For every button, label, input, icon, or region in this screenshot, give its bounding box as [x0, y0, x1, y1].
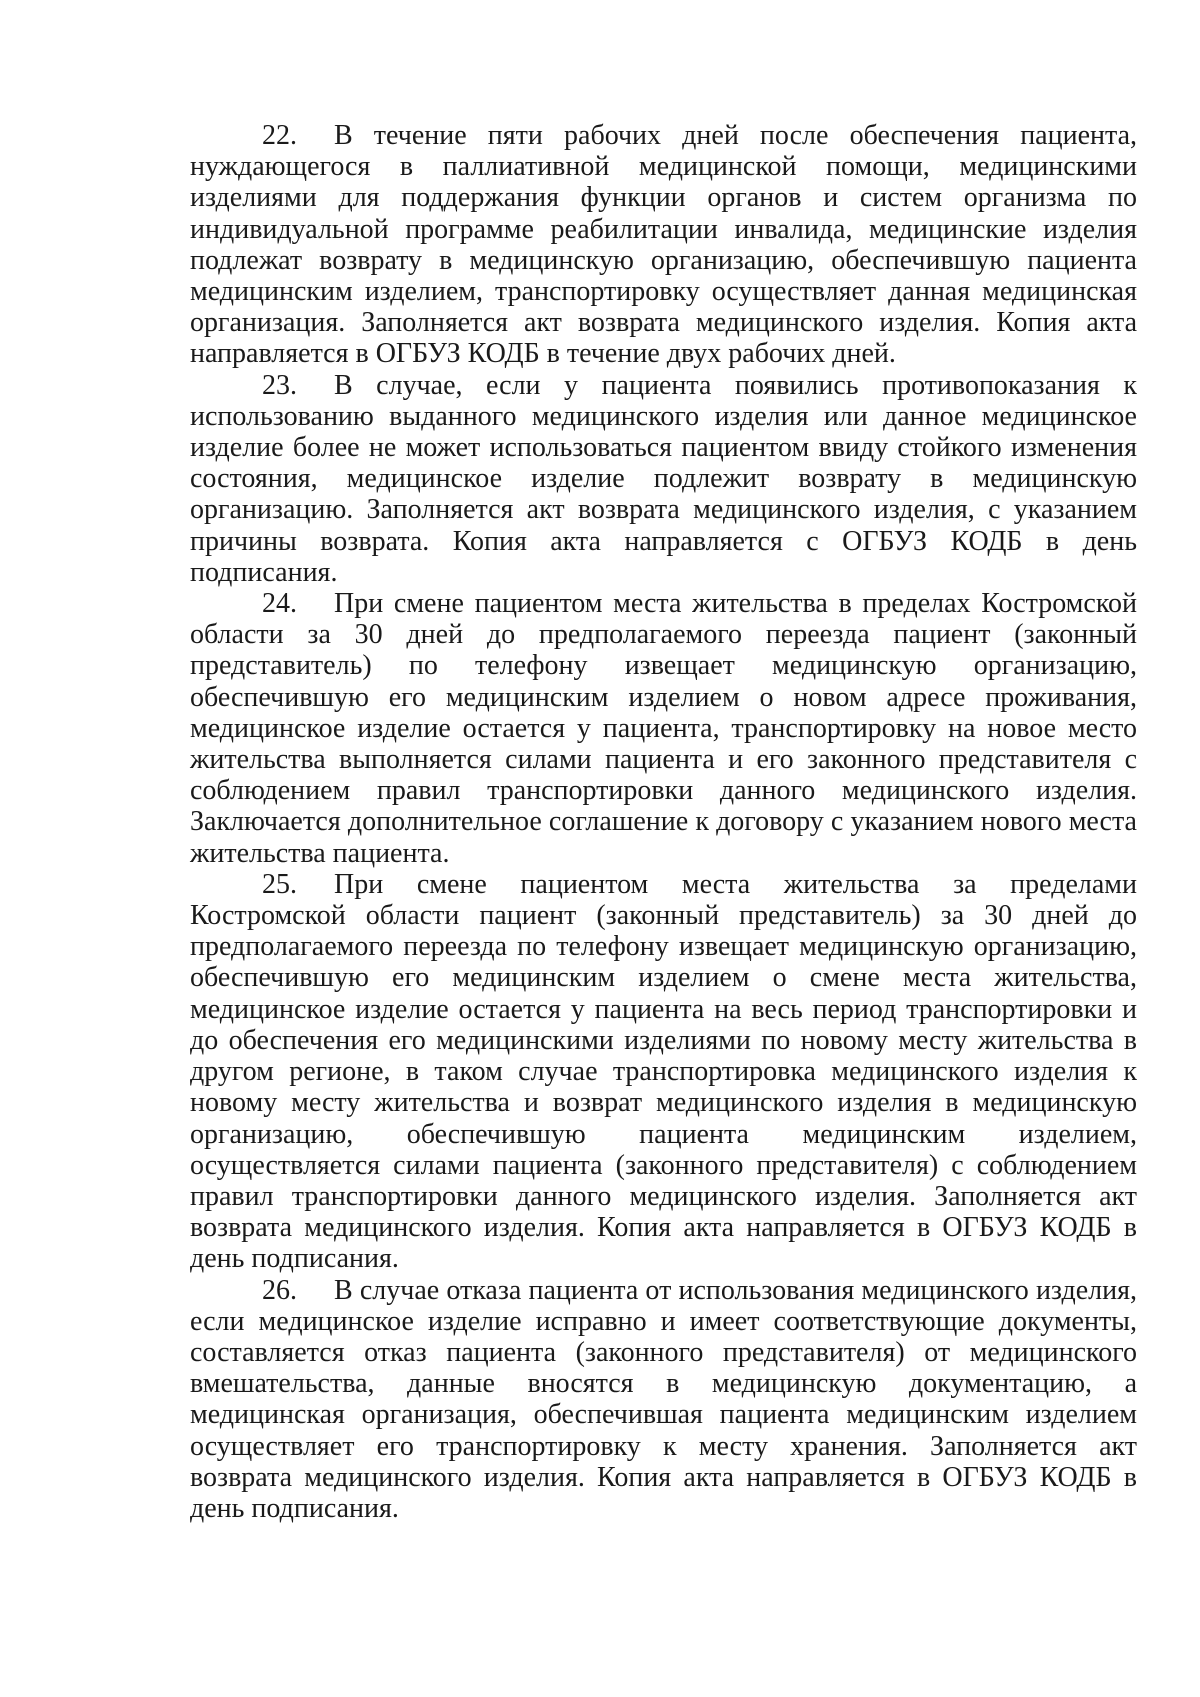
paragraph-26: [190, 1275, 1137, 1525]
paragraph-23: [190, 370, 1137, 588]
paragraph-text: При смене пациентом места жительства в пределах Костромской области за 30 дней до предполагаемого переезда пациент (законный представитель) по телефону извещает медицинскую организацию, обеспечившую его медицинским изделием о новом адресе проживания, медицинское изделие остается у пациента, транспортировку на новое место жительства выполняется силами пациента и его законного представителя с соблюдением правил транспортировки данного медицинского изделия. Заключается дополнительное соглашение к договору с указанием нового места жительства пациента.: [190, 588, 1137, 869]
paragraph-number: 24.: [262, 588, 297, 620]
paragraph-number: 25.: [262, 868, 297, 900]
paragraph-text: При смене пациентом места жительства за пределами Костромской области пациент (законный представитель) за 30 дней до предполагаемого переезда по телефону извещает медицинскую организацию, обеспечившую его медицинским изделием о смене места жительства, медицинское изделие остается у пациента на весь период транспортировки и до обеспечения его медицинскими изделиями по новому месту жительства в другом регионе, в таком случае транспортировка медицинского изделия к новому месту жительства и возврат медицинского изделия в медицинскую организацию, обеспечившую пациента медицинским изделием, осуществляется силами пациента (законного представителя) с соблюдением правил транспортировки данного медицинского изделия. Заполняется акт возврата медицинского изделия. Копия акта направляется в ОГБУЗ КОДБ в день подписания.: [190, 868, 1137, 1275]
paragraph-text: В случае отказа пациента от использования медицинского изделия, если медицинское изделие исправно и имеет соответствующие документы, составляется отказ пациента (законного представителя) от медицинского вмешательства, данные вносятся в медицинскую документацию, а медицинская организация, обеспечившая пациента медицинским изделием осуществляет его транспортировку к месту хранения. Заполняется акт возврата медицинского изделия. Копия акта направляется в ОГБУЗ КОДБ в день подписания.: [190, 1274, 1137, 1524]
paragraph-number: 22.: [262, 120, 297, 151]
paragraph-text: В течение пяти рабочих дней после обеспечения пациента, нуждающегося в паллиативной медицинской помощи, медицинскими изделиями для поддержания функции органов и систем организма по индивидуальной программе реабилитации инвалида, медицинские изделия подлежат возврату в медицинскую организацию, обеспечившую пациента медицинским изделием, транспортировку осуществляет данная медицинская организация. Заполняется акт возврата медицинского изделия. Копия акта направляется в ОГБУЗ КОДБ в течение двух рабочих дней.: [190, 120, 1137, 370]
paragraph-number: 23.: [262, 369, 297, 401]
document-body: [190, 120, 1137, 1524]
paragraph-number: 26.: [262, 1274, 297, 1306]
paragraph-22: [190, 120, 1137, 370]
paragraph-24: [190, 588, 1137, 869]
paragraph-25: [190, 869, 1137, 1275]
paragraph-text: В случае, если у пациента появились противопоказания к использованию выданного медицинского изделия или данное медицинское изделие более не может использоваться пациентом ввиду стойкого изменения состояния, медицинское изделие подлежит возврату в медицинскую организацию. Заполняется акт возврата медицинского изделия, с указанием причины возврата. Копия акта направляется с ОГБУЗ КОДБ в день подписания.: [190, 369, 1137, 588]
